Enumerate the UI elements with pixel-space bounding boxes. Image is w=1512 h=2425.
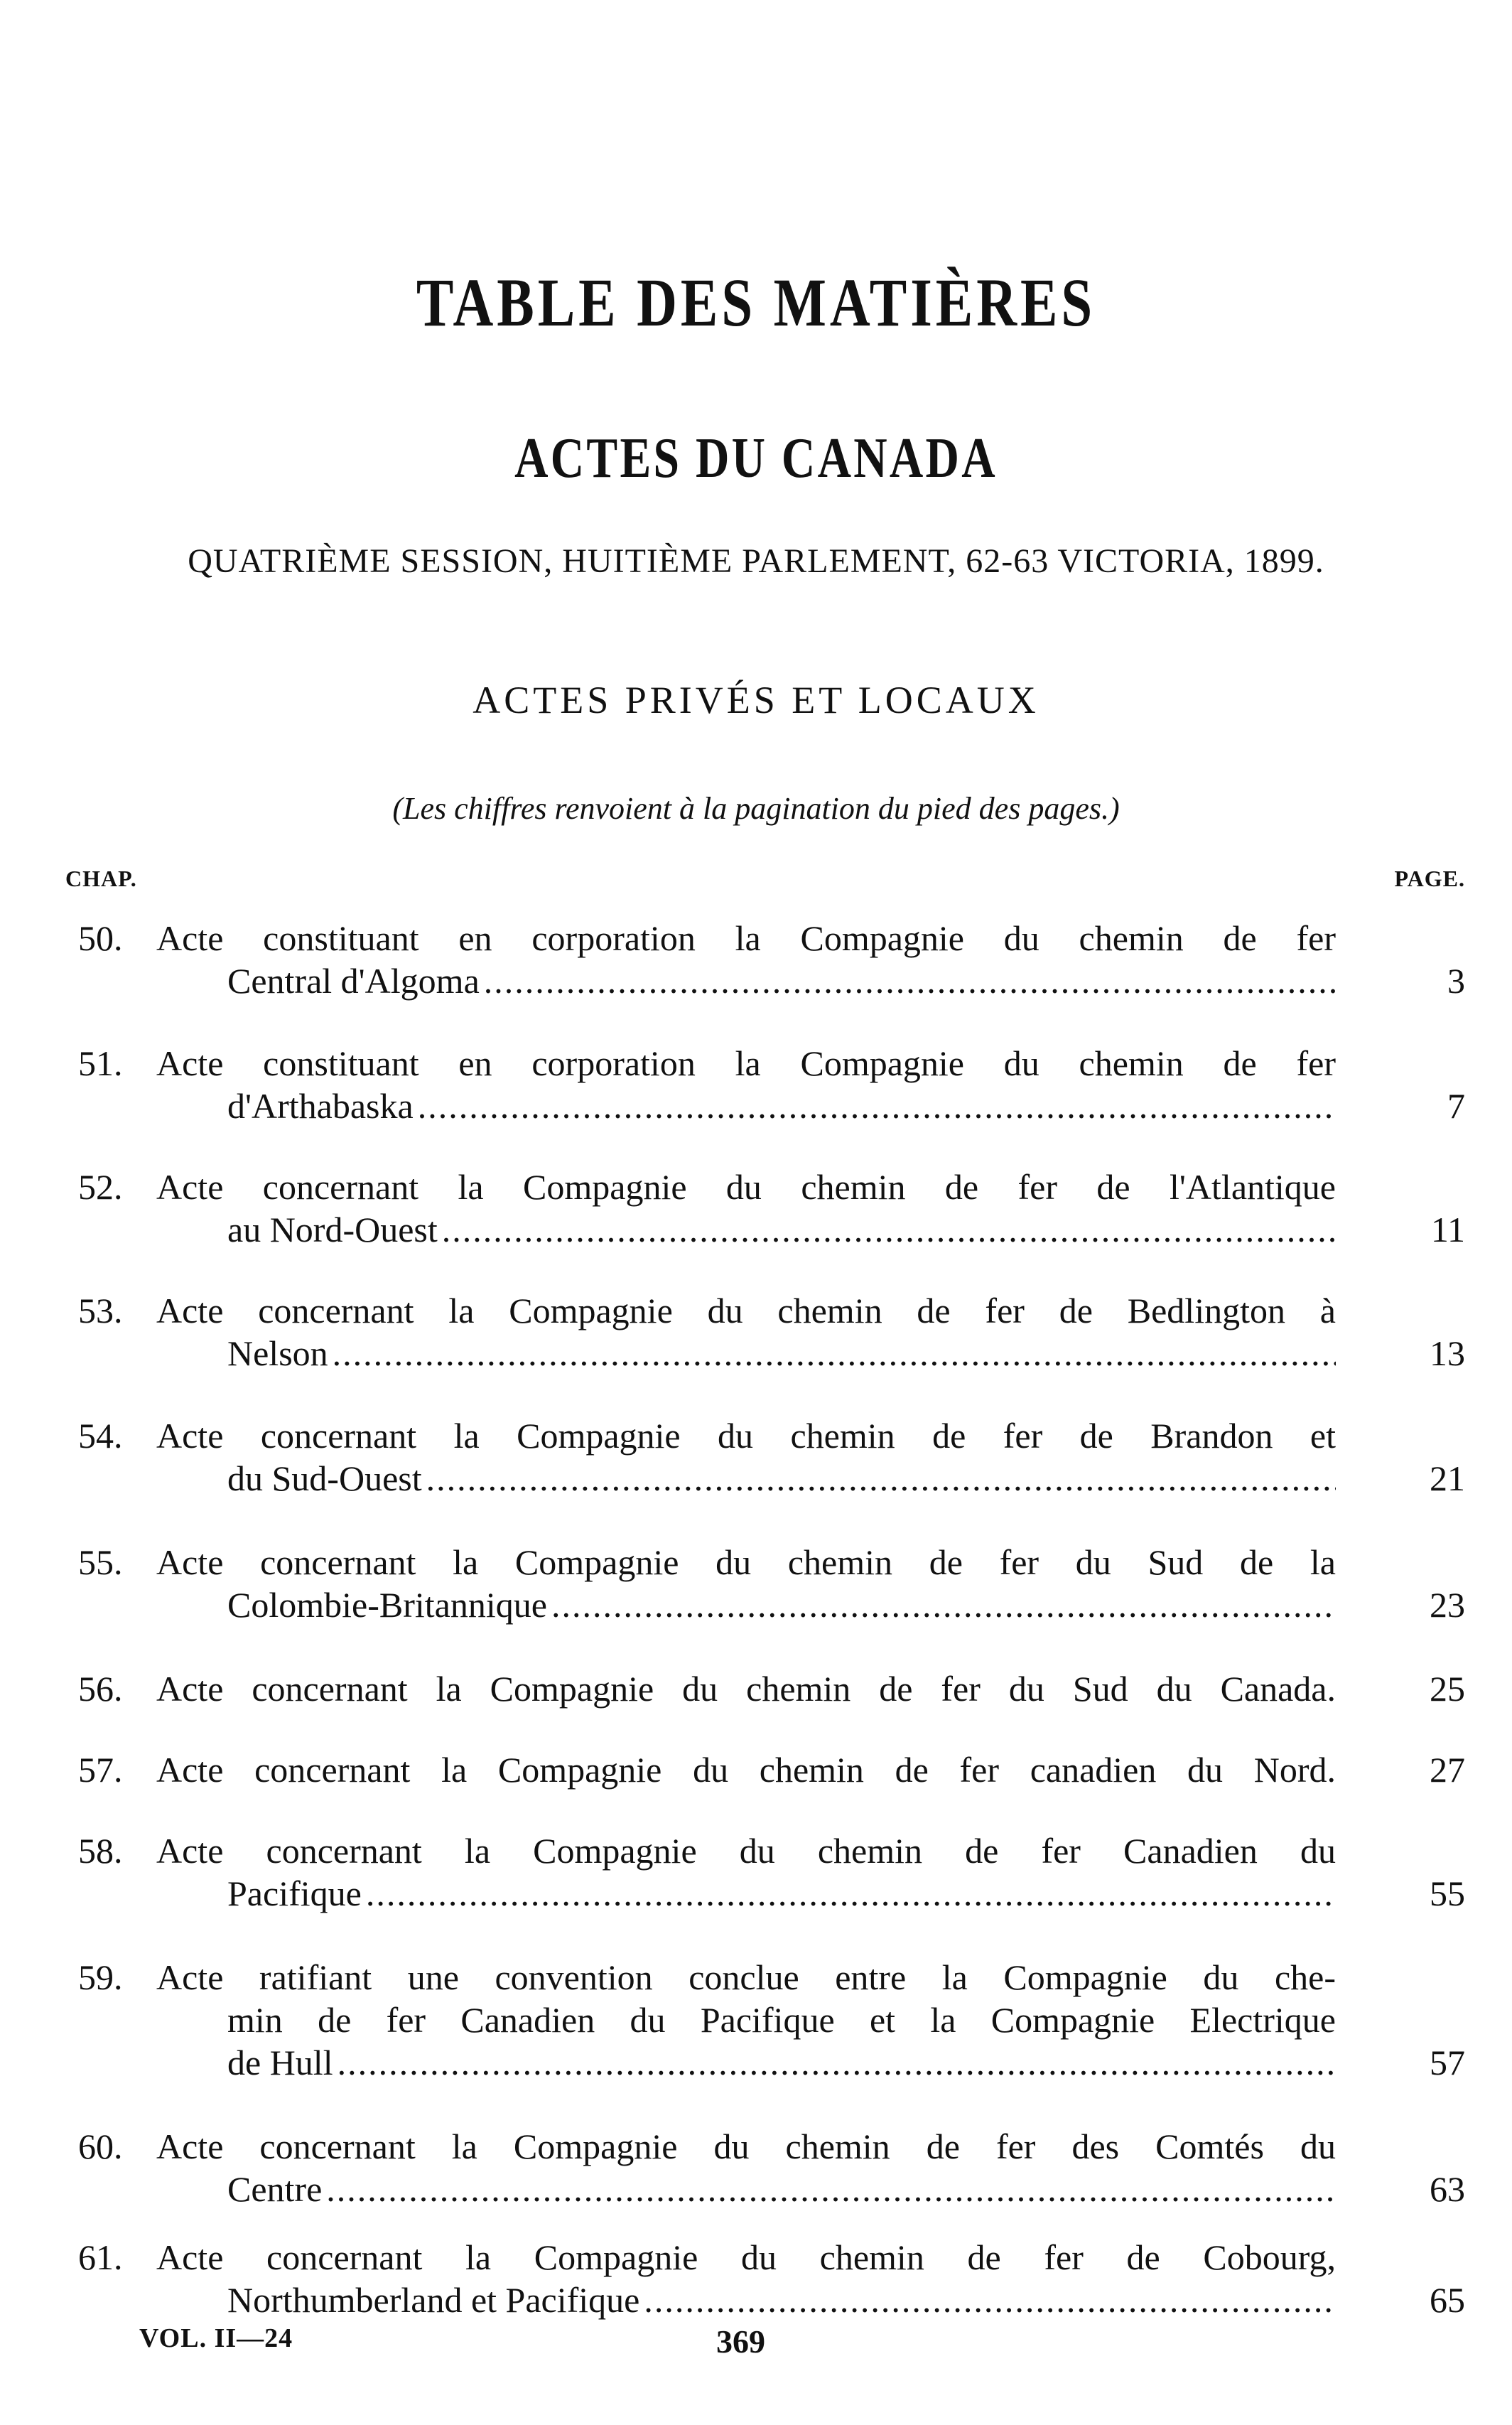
entry-title-line: de Hull xyxy=(227,2043,333,2082)
entry-title-line: Acte concernant la Compagnie du chemin de fer de Brandon et xyxy=(156,1416,1336,1456)
dot-leader xyxy=(333,1332,1336,1375)
page-number: 65 xyxy=(1430,2280,1465,2320)
chapter-number: 52. xyxy=(78,1167,123,1207)
entry-title-line: Acte concernant la Compagnie du chemin de fer du Sud de la xyxy=(156,1542,1336,1582)
dot-leader xyxy=(442,1208,1336,1251)
entry-title-line: Acte constituant en corporation la Compagnie du chemin de fer xyxy=(156,1043,1336,1083)
page-number: 23 xyxy=(1430,1585,1465,1625)
dot-leader xyxy=(366,1872,1336,1915)
page-number: 27 xyxy=(1430,1750,1465,1790)
chapter-number: 50. xyxy=(78,918,123,958)
section-heading: ACTES PRIVÉS ET LOCAUX xyxy=(472,679,1040,721)
dot-leader xyxy=(338,2041,1336,2084)
page-column-header: PAGE. xyxy=(1394,866,1465,891)
page-number: 3 xyxy=(1447,961,1465,1001)
chapter-number: 56. xyxy=(78,1669,123,1709)
page-number: 55 xyxy=(1430,1873,1465,1913)
chapter-number: 58. xyxy=(78,1831,123,1871)
entry-title-line: Acte concernant la Compagnie du chemin de fer canadien du Nord. xyxy=(156,1750,1336,1790)
page-number: 63 xyxy=(1430,2169,1465,2209)
page-number: 7 xyxy=(1447,1086,1465,1126)
page-number: 11 xyxy=(1430,1210,1465,1249)
page-number: 25 xyxy=(1430,1669,1465,1709)
page-number: 21 xyxy=(1430,1458,1465,1498)
page-subtitle: ACTES DU CANADA xyxy=(514,427,998,490)
chapter-number: 51. xyxy=(78,1043,123,1083)
chapter-number: 61. xyxy=(78,2237,123,2277)
entry-title-line: Acte concernant la Compagnie du chemin de fer de Bedlington à xyxy=(156,1291,1336,1330)
page-title: TABLE DES MATIÈRES xyxy=(416,264,1096,340)
entry-title-line: Acte concernant la Compagnie du chemin de fer de Cobourg, xyxy=(156,2237,1336,2277)
dot-leader xyxy=(326,2168,1336,2210)
chapter-number: 55. xyxy=(78,1542,123,1582)
chap-column-header: CHAP. xyxy=(65,866,137,891)
chapter-number: 60. xyxy=(78,2126,123,2166)
entry-title-line: Acte concernant la Compagnie du chemin de fer des Comtés du xyxy=(156,2126,1336,2166)
entry-title-line: Colombie-Britannique xyxy=(227,1585,547,1625)
page-number: 57 xyxy=(1430,2043,1465,2082)
entry-title-line: Acte ratifiant une convention conclue entre la Compagnie du che- xyxy=(156,1957,1336,1997)
dot-leader xyxy=(551,1583,1336,1626)
entry-title-line: au Nord-Ouest xyxy=(227,1210,438,1249)
entry-title-line: Centre xyxy=(227,2169,323,2209)
chapter-number: 53. xyxy=(78,1291,123,1330)
page-folio: 369 xyxy=(716,2323,765,2360)
entry-title-line: Acte constituant en corporation la Compagnie du chemin de fer xyxy=(156,918,1336,958)
entry-title-line: Acte concernant la Compagnie du chemin de fer de l'Atlantique xyxy=(156,1167,1336,1207)
entry-title-line: Northumberland et Pacifique xyxy=(227,2280,640,2320)
chapter-number: 54. xyxy=(78,1416,123,1456)
pagination-note: (Les chiffres renvoient à la pagination du pied des pages.) xyxy=(392,791,1120,826)
dot-leader xyxy=(484,959,1336,1002)
volume-signature: VOL. II—24 xyxy=(139,2323,293,2353)
chapter-number: 59. xyxy=(78,1957,123,1997)
entry-title-line: du Sud-Ouest xyxy=(227,1458,422,1498)
session-line: QUATRIÈME SESSION, HUITIÈME PARLEMENT, 62-63 VICTORIA, 1899. xyxy=(188,542,1324,580)
entry-title-line: Acte concernant la Compagnie du chemin de fer Canadien du xyxy=(156,1831,1336,1871)
entry-title-line: d'Arthabaska xyxy=(227,1086,414,1126)
entry-title-line: Pacifique xyxy=(227,1873,362,1913)
entry-title-line: min de fer Canadien du Pacifique et la Compagnie Electrique xyxy=(227,2000,1336,2040)
chapter-number: 57. xyxy=(78,1750,123,1790)
dot-leader xyxy=(418,1085,1336,1127)
dot-leader xyxy=(426,1457,1336,1500)
entry-title-line: Central d'Algoma xyxy=(227,961,480,1001)
entry-title-line: Nelson xyxy=(227,1333,328,1373)
dot-leader xyxy=(644,2279,1336,2321)
page-number: 13 xyxy=(1430,1333,1465,1373)
entry-title-line: Acte concernant la Compagnie du chemin de fer du Sud du Canada. xyxy=(156,1669,1336,1709)
